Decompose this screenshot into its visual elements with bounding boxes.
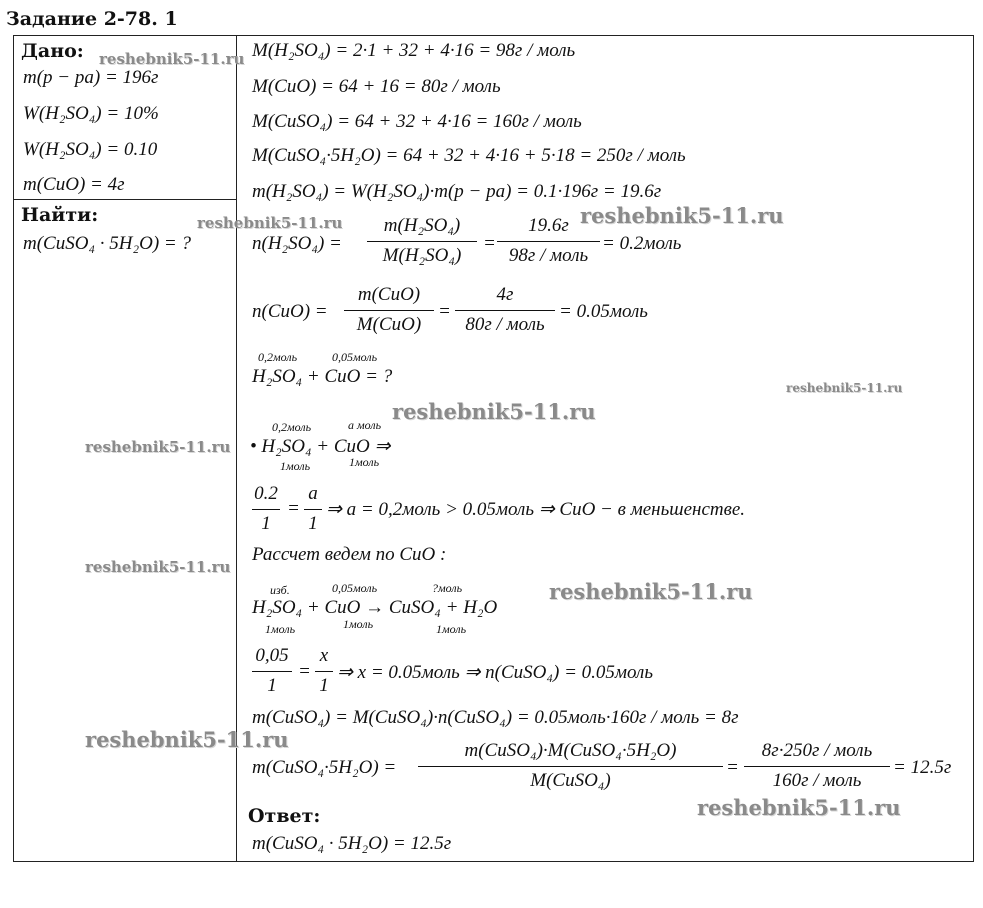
ratio2-num-2: x: [319, 645, 329, 666]
reaction3-below-2: 1моль: [343, 617, 374, 631]
fraction-bar: [315, 671, 333, 672]
final-num-2: 8г·250г / моль: [761, 740, 873, 761]
final-lhs: m(CuSO₄·5H₂O) =: [252, 757, 397, 778]
reaction3-above-1: изб.: [270, 583, 290, 597]
fraction-bar: [344, 310, 434, 311]
reaction3-below-1: 1моль: [265, 622, 296, 636]
task-title: Задание 2-78. 1: [6, 8, 178, 30]
given-line-4: m(CuO) = 4г: [23, 174, 125, 195]
given-line-2: W(H₂SO₄) = 10%: [23, 103, 159, 124]
fraction-bar: [252, 509, 280, 510]
ratio1-den-1: 1: [261, 513, 271, 534]
reaction3-above-2: 0,05моль: [332, 581, 378, 595]
fraction-bar: [455, 310, 555, 311]
fraction-bar: [497, 241, 600, 242]
find-header: Найти:: [21, 204, 99, 226]
n-acid-lhs: n(H₂SO₄) =: [252, 233, 342, 254]
find-line: m(CuSO₄ · 5H₂O) = ?: [23, 233, 191, 254]
ratio2-den-1: 1: [267, 675, 277, 696]
watermark: reshebnik5-11.ru: [197, 214, 343, 232]
reaction1-above-1: 0,2моль: [258, 350, 298, 364]
reaction2-equation: • H₂SO₄ + CuO ⇒: [250, 436, 391, 457]
fraction-bar: [304, 509, 322, 510]
reaction2-above-2: a моль: [348, 418, 382, 432]
n-acid-num-2: 19.6г: [528, 215, 569, 236]
n-acid-den-1: M(H₂SO₄): [382, 245, 462, 266]
given-find-divider: [13, 199, 237, 200]
ratio2-den-2: 1: [319, 675, 329, 696]
mass-acid-line: m(H₂SO₄) = W(H₂SO₄)·m(p − pa) = 0.1·196г = 19.6г: [252, 181, 662, 202]
calc-by-line: Рассчет ведем по CuO :: [252, 544, 447, 565]
given-header: Дано:: [21, 40, 84, 62]
final-result: = 12.5г: [893, 757, 952, 778]
given-line-3: W(H₂SO₄) = 0.10: [23, 139, 158, 160]
ratio1-conclusion: ⇒ a = 0,2моль > 0.05моль ⇒ CuO − в меньшенстве.: [326, 499, 746, 520]
molar-mass-hydrate: M(CuSO₄·5H₂O) = 64 + 32 + 4·16 + 5·18 = 250г / моль: [252, 145, 686, 166]
answer-header: Ответ:: [248, 805, 321, 827]
final-den-1: M(CuSO₄): [530, 770, 611, 791]
n-cuo-eq: =: [438, 301, 451, 322]
fraction-bar: [367, 241, 477, 242]
molar-mass-cuso4: M(CuSO₄) = 64 + 32 + 4·16 = 160г / моль: [252, 111, 582, 132]
ratio2-eq: =: [298, 661, 311, 682]
molar-mass-cuo: M(CuO) = 64 + 16 = 80г / моль: [252, 76, 501, 97]
watermark: reshebnik5-11.ru: [99, 50, 245, 68]
molar-mass-h2so4: M(H₂SO₄) = 2·1 + 32 + 4·16 = 98г / моль: [252, 40, 576, 61]
fraction-bar: [418, 766, 723, 767]
reaction2-below-2: 1моль: [349, 455, 380, 469]
final-den-2: 160г / моль: [772, 770, 862, 791]
ratio1-num-2: a: [308, 483, 318, 504]
n-cuo-den-2: 80г / моль: [465, 314, 545, 335]
watermark: reshebnik5-11.ru: [580, 203, 784, 228]
ratio1-eq: =: [287, 498, 300, 519]
final-num-1: m(CuSO₄)·M(CuSO₄·5H₂O): [464, 740, 677, 761]
n-acid-num-1: m(H₂SO₄): [383, 215, 461, 236]
fraction-bar: [252, 671, 292, 672]
reaction1-equation: H₂SO₄ + CuO = ?: [252, 366, 393, 387]
n-cuo-num-1: m(CuO): [357, 284, 421, 305]
reaction3-equation: H₂SO₄ + CuO → CuSO₄ + H₂O: [252, 597, 498, 618]
watermark: reshebnik5-11.ru: [697, 795, 901, 820]
watermark: reshebnik5-11.ru: [85, 438, 231, 456]
reaction1-above-2: 0,05моль: [332, 350, 378, 364]
reaction3-above-3: ?моль: [432, 581, 463, 595]
fraction-bar: [744, 766, 890, 767]
watermark: reshebnik5-11.ru: [786, 381, 903, 395]
ratio2-conclusion: ⇒ x = 0.05моль ⇒ n(CuSO₄) = 0.05моль: [337, 662, 653, 683]
watermark: reshebnik5-11.ru: [85, 727, 289, 752]
reaction2-above-1: 0,2моль: [272, 420, 312, 434]
ratio1-den-2: 1: [308, 513, 318, 534]
n-acid-eq: =: [483, 233, 496, 254]
n-acid-den-2: 98г / моль: [508, 245, 589, 266]
ratio1-num-1: 0.2: [254, 483, 278, 504]
watermark: reshebnik5-11.ru: [392, 399, 596, 424]
watermark: reshebnik5-11.ru: [549, 579, 753, 604]
n-acid-result: = 0.2моль: [602, 233, 682, 254]
reaction2-below-1: 1моль: [280, 459, 311, 473]
given-line-1: m(p − pa) = 196г: [23, 67, 159, 88]
n-cuo-lhs: n(CuO) =: [252, 301, 328, 322]
n-cuo-result: = 0.05моль: [559, 301, 648, 322]
answer-line: m(CuSO₄ · 5H₂O) = 12.5г: [252, 833, 452, 854]
n-cuo-den-1: M(CuO): [356, 314, 422, 335]
n-cuo-num-2: 4г: [496, 284, 514, 305]
final-eq: =: [726, 757, 739, 778]
watermark: reshebnik5-11.ru: [85, 558, 231, 576]
reaction3-below-3: 1моль: [436, 622, 467, 636]
mass-salt-line: m(CuSO₄) = M(CuSO₄)·n(CuSO₄) = 0.05моль·160г / моль = 8г: [252, 707, 739, 728]
ratio2-num-1: 0,05: [255, 645, 289, 666]
